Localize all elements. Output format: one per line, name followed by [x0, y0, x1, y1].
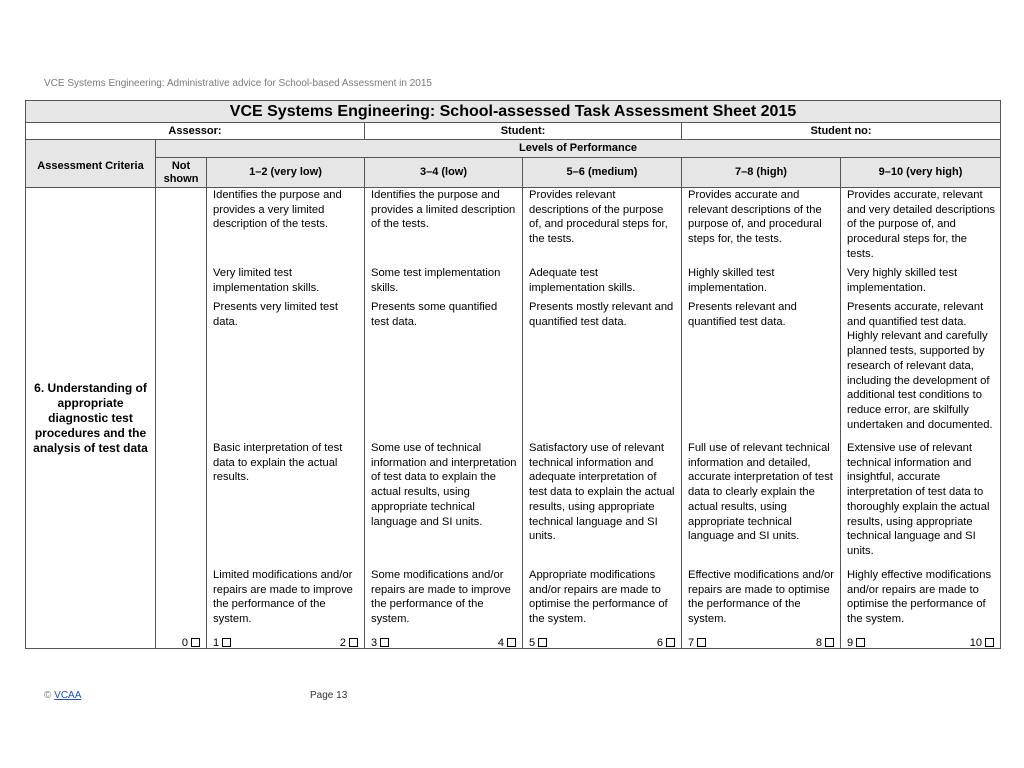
criterion-6: 6. Understanding of appropriate diagnostic test procedures and the analysis of test data	[26, 188, 156, 649]
descriptor-interpretation: Satisfactory use of relevant technical information and adequate interpretation of test data to explain the actual results, using appropriate technical language and SI units.	[529, 442, 675, 543]
score-option-7[interactable]: 7	[688, 636, 706, 650]
descriptor-purpose: Identifies the purpose and provides a limited description of the tests.	[371, 189, 516, 231]
student-field[interactable]: Student:	[365, 123, 682, 140]
descriptor-modifications: Appropriate modifications and/or repairs are made to optimise the performance of the system.	[529, 569, 668, 626]
score-option-3[interactable]: 3	[371, 636, 389, 650]
score-option-10[interactable]: 10	[970, 636, 994, 650]
score-row	[847, 636, 994, 650]
level-column-3-4	[365, 188, 523, 649]
score-option-0[interactable]: 0	[182, 636, 200, 650]
document-header: VCE Systems Engineering: Administrative advice for School-based Assessment in 2015	[44, 78, 432, 89]
level-column-5-6	[523, 188, 682, 649]
level-header-5-6: 5–6 (medium)	[523, 158, 682, 188]
descriptor-implementation: Highly skilled test implementation.	[688, 267, 775, 294]
score-row	[688, 636, 834, 650]
student-no-field[interactable]: Student no:	[682, 123, 1001, 140]
descriptor-interpretation: Extensive use of relevant technical information and insightful, accurate interpretation of test data to thoroughly explain the actual results, using appropriate technical language and SI units.	[847, 442, 990, 557]
descriptor-implementation: Some test implementation skills.	[371, 267, 501, 294]
descriptor-interpretation: Full use of relevant technical information and detailed, accurate interpretation of test data to clearly explain the actual results, using appropriate technical language and SI units.	[688, 442, 833, 543]
descriptor-purpose: Identifies the purpose and provides a very limited description of the tests.	[213, 189, 342, 231]
footer-copyright	[44, 690, 81, 701]
descriptor-modifications: Highly effective modifications and/or repairs are made to optimise the performance of the system.	[847, 569, 992, 626]
level-header-1-2: 1–2 (very low)	[207, 158, 365, 188]
assessment-criteria-header: Assessment Criteria	[26, 140, 156, 188]
level-header-3-4: 3–4 (low)	[365, 158, 523, 188]
descriptor-test-data: Presents some quantified test data.	[371, 301, 498, 328]
descriptor-modifications: Some modifications and/or repairs are made to improve the performance of the system.	[371, 569, 511, 626]
descriptor-modifications: Effective modifications and/or repairs are made to optimise the performance of the system.	[688, 569, 834, 626]
copyright-symbol: ©	[44, 690, 52, 701]
checkbox-icon[interactable]	[380, 638, 389, 647]
descriptor-test-data: Presents mostly relevant and quantified test data.	[529, 301, 674, 328]
checkbox-icon[interactable]	[697, 638, 706, 647]
score-option-4[interactable]: 4	[498, 636, 516, 650]
score-row	[213, 636, 358, 650]
levels-of-performance-header: Levels of Performance	[156, 140, 1001, 158]
not-shown-header: Not shown	[156, 158, 207, 188]
score-option-1[interactable]: 1	[213, 636, 231, 650]
descriptor-implementation: Adequate test implementation skills.	[529, 267, 636, 294]
sheet-title: VCE Systems Engineering: School-assessed Task Assessment Sheet 2015	[26, 101, 1001, 123]
descriptor-modifications: Limited modifications and/or repairs are made to improve the performance of the system.	[213, 569, 353, 626]
score-row	[371, 636, 516, 650]
checkbox-icon[interactable]	[856, 638, 865, 647]
descriptor-test-data: Presents very limited test data.	[213, 301, 338, 328]
score-option-8[interactable]: 8	[816, 636, 834, 650]
checkbox-icon[interactable]	[222, 638, 231, 647]
descriptor-test-data: Presents accurate, relevant and quantified test data. Highly relevant and carefully planned tests, supported by research of relevant data, including the development of additional test conditions to reduce error, are skilfully undertaken and documented.	[847, 301, 993, 431]
score-option-6[interactable]: 6	[657, 636, 675, 650]
checkbox-icon[interactable]	[191, 638, 200, 647]
score-row	[529, 636, 675, 650]
page-number: Page 13	[310, 690, 348, 701]
level-header-9-10: 9–10 (very high)	[841, 158, 1001, 188]
vcaa-link[interactable]: VCAA	[54, 690, 82, 701]
checkbox-icon[interactable]	[985, 638, 994, 647]
score-option-9[interactable]: 9	[847, 636, 865, 650]
descriptor-implementation: Very limited test implementation skills.	[213, 267, 320, 294]
descriptor-implementation: Very highly skilled test implementation.	[847, 267, 958, 294]
checkbox-icon[interactable]	[349, 638, 358, 647]
score-option-5[interactable]: 5	[529, 636, 547, 650]
descriptor-interpretation: Basic interpretation of test data to explain the actual results.	[213, 442, 343, 484]
descriptor-test-data: Presents relevant and quantified test data.	[688, 301, 797, 328]
level-column-1-2	[207, 188, 365, 649]
level-header-7-8: 7–8 (high)	[682, 158, 841, 188]
level-column-9-10	[841, 188, 1001, 649]
descriptor-purpose: Provides accurate and relevant descriptions of the purpose of, and procedural steps for, the tests.	[688, 189, 822, 246]
assessment-sheet-table	[25, 100, 1001, 649]
level-column-7-8	[682, 188, 841, 649]
not-shown-column	[156, 188, 207, 649]
checkbox-icon[interactable]	[538, 638, 547, 647]
checkbox-icon[interactable]	[666, 638, 675, 647]
checkbox-icon[interactable]	[825, 638, 834, 647]
assessor-field[interactable]: Assessor:	[26, 123, 365, 140]
checkbox-icon[interactable]	[507, 638, 516, 647]
descriptor-interpretation: Some use of technical information and interpretation of test data to explain the actual results, using appropriate technical language and SI units.	[371, 442, 517, 528]
descriptor-purpose: Provides accurate, relevant and very detailed descriptions of the purpose of, and procedural steps for, the tests.	[847, 189, 996, 260]
descriptor-purpose: Provides relevant descriptions of the purpose of, and procedural steps for, the tests.	[529, 189, 668, 246]
score-option-2[interactable]: 2	[340, 636, 358, 650]
